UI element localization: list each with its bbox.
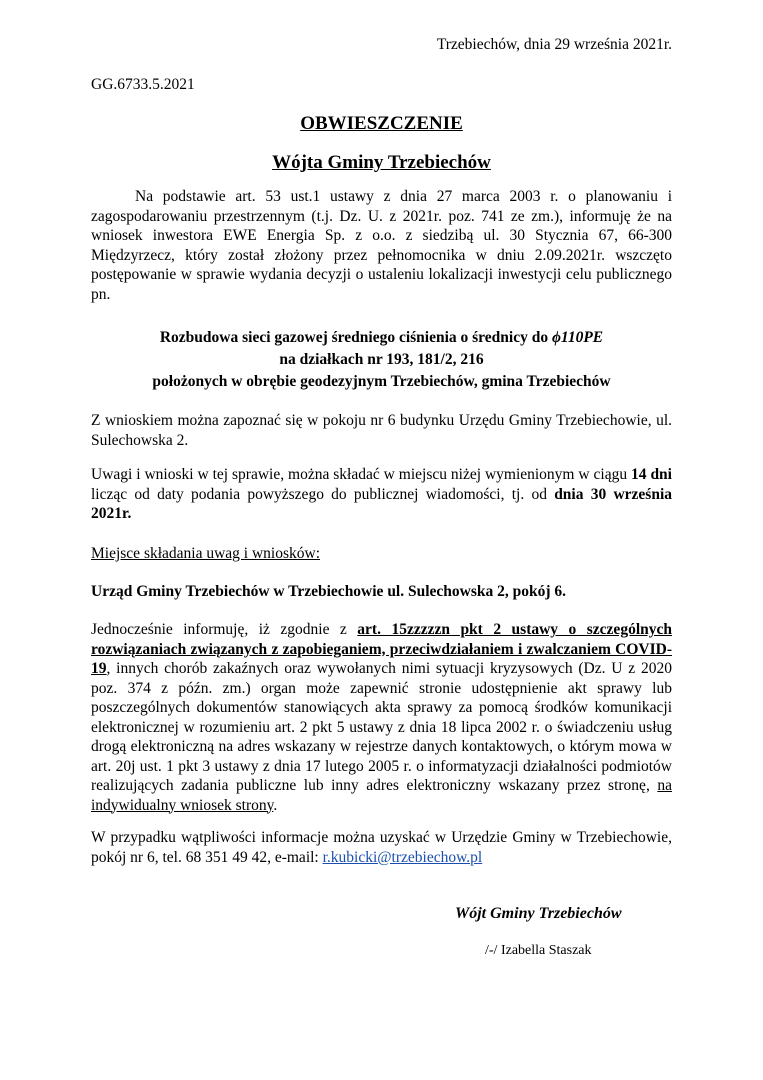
individual-request: na indywidualny wniosek strony [91,777,672,814]
project-line-1-text: Rozbudowa sieci gazowej średniego ciśnienia o średnicy do [159,329,552,346]
signer-title: Wójt Gminy Trzebiechów [455,905,622,922]
document-title: OBWIESZCZENIE [300,113,463,134]
review-paragraph: Z wnioskiem można zapoznać się w pokoju nr 6 budynku Urzędu Gminy Trzebiechowie, ul. Sulechowska 2. [91,412,672,449]
info-text-2: , innych chorób zakaźnych oraz wywołanych nimi sytuacji kryzysowych (Dz. U z 2020 poz. 374 z późn. zm.) organ może zapewnić stronie udostępnienie akt sprawy lub poszczególnych dokumentów stanowiących akta sprawy za pomocą środków komunikacji elektronicznej w rozumieniu art. 2 pkt 5 ustawy z dnia 18 lipca 2002 r. o świadczeniu usług drogą elektroniczną na adres wskazany w rejestrze danych kontaktowych, o którym mowa w art. 20j ust. 1 pkt 3 ustawy z dnia 17 lutego 2005 r. o informatyzacji działalności podmiotów realizujących zadania publiczne lub inny adres elektroniczny wskazany przez stronę, [91,660,672,794]
remarks-text-1: Uwagi i wnioski w tej sprawie, można składać w miejscu niżej wymienionym w ciągu [91,466,632,483]
intro-text: Na podstawie art. 53 ust.1 ustawy z dnia 27 marca 2003 r. o planowaniu i zagospodarowaniu przestrzennym (t.j. Dz. U. z 2021r. poz. 741 ze zm.), informuję że na wniosek inwestora EWE Energia Sp. z o.o. z siedzibą ul. 30 Stycznia 67, 66-300 Międzyrzecz, który został złożony przez pełnomocnika w dniu 2.09.2021r. wszczęto postępowanie w sprawie wydania decyzji o ustaleniu lokalizacji inwestycji celu publicznego pn. [91,188,672,303]
info-end: . [273,796,278,814]
contact-text: W przypadku wątpliwości informacje można uzyskać w Urzędzie Gminy w Trzebiechowie, pokój nr 6, tel. 68 351 49 42, e-mail: [91,829,672,866]
reference-number: GG.6733.5.2021 [91,76,195,93]
project-line-3: położonych w obrębie geodezyjnym Trzebiechów, gmina Trzebiechów [152,373,611,390]
diameter-symbol: ϕ110PE [551,329,604,346]
office-address: Urząd Gminy Trzebiechów w Trzebiechowie ul. Sulechowska 2, pokój 6. [91,583,567,600]
email-link[interactable]: r.kubicki@trzebiechow.pl [322,848,483,866]
project-description [91,327,672,393]
intro-paragraph [91,187,672,304]
remarks-text-2: licząc od daty podania powyższego do publicznej wiadomości, tj. od [91,485,555,503]
info-paragraph [91,620,672,815]
document-date: Trzebiechów, dnia 29 września 2021r. [436,36,672,53]
remarks-days: 14 dni [631,466,672,483]
info-text-1: Jednocześnie informuję, iż zgodnie z [91,621,358,638]
project-line-1 [91,327,672,349]
law-reference: art. 15zzzzzn pkt 2 ustawy o szczególnych rozwiązaniach związanych z zapobieganiem, przeciwdziałaniem i zwalczaniem COVID-19 [91,621,672,677]
signature-name: /-/ Izabella Staszak [485,943,592,958]
document-subtitle: Wójta Gminy Trzebiechów [272,152,491,173]
place-heading: Miejsce składania uwag i wniosków: [91,545,321,562]
remarks-date: dnia 30 września 2021r. [91,485,672,522]
project-line-2: na działkach nr 193, 181/2, 216 [279,351,484,368]
remarks-paragraph [91,465,672,524]
contact-paragraph [91,828,672,867]
